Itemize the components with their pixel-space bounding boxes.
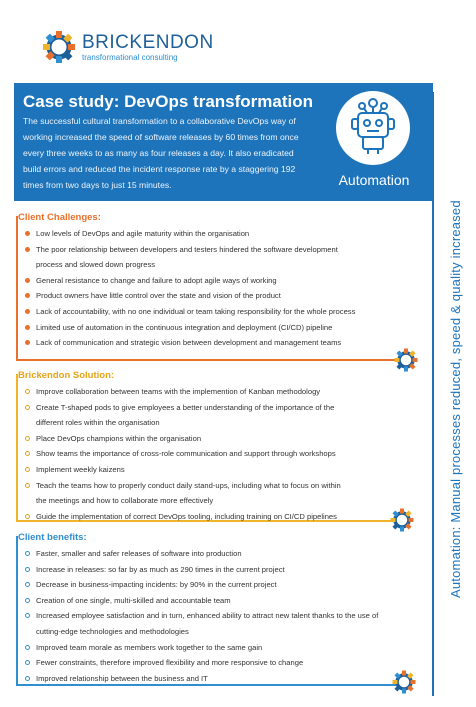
logo-name: BRICKENDON (82, 31, 214, 53)
list-item: Creation of one single, multi-skilled and accountable team (16, 593, 416, 609)
list-item: Lack of accountability, with no one individual or team taking responsibility for the whole process (16, 304, 416, 320)
list-item: Guide the implementation of correct DevOps tooling, including training on CI/CD pipelines (16, 509, 416, 525)
list-item-continued: different roles within the organisation (36, 418, 160, 428)
list-item: Limited use of automation in the continuous integration and deployment (CI/CD) pipeline (16, 320, 416, 336)
gear-icon (392, 670, 416, 694)
bullet-icon (25, 436, 30, 441)
bullet-icon (25, 278, 30, 283)
bullet-icon (25, 645, 30, 650)
list-item: Teach the teams how to properly conduct daily stand-ups, including what to focus on within (16, 478, 416, 494)
side-divider (432, 92, 434, 696)
gear-icon (390, 508, 414, 532)
brickendon-logo (42, 30, 214, 64)
banner-summary (23, 113, 328, 193)
summary-line: every three weeks to as many as four releases a day. It also eradicated (23, 148, 294, 158)
bullet-icon (25, 231, 30, 236)
solution-list (16, 384, 416, 524)
automation-caption: Automation (338, 172, 410, 188)
bullet-icon (25, 451, 30, 456)
robot-icon (336, 91, 410, 165)
list-item: General resistance to change and failure to adopt agile ways of working (16, 273, 416, 289)
section-title: Client Challenges: (18, 212, 101, 223)
bullet-icon (25, 514, 30, 519)
list-item: Increased employee satisfaction and in turn, enhanced ability to attract new talent thanks to the use of (16, 608, 416, 624)
bullet-icon (25, 293, 30, 298)
bullet-icon (25, 467, 30, 472)
list-item: Improved team morale as members work together to the same gain (16, 640, 416, 656)
list-item-continued: cutting-edge technologies and methodologies (36, 626, 189, 636)
section-title: Client benefits: (18, 532, 87, 543)
list-item: Show teams the importance of cross-role communication and support through workshops (16, 446, 416, 462)
bullet-icon (25, 325, 30, 330)
bullet-icon (25, 551, 30, 556)
summary-line: working increased the speed of software releases by 60 times from once (23, 132, 299, 142)
bullet-icon (25, 483, 30, 488)
bullet-icon (25, 567, 30, 572)
challenges-list (16, 226, 416, 351)
bullet-icon (25, 598, 30, 603)
list-item-continued: process and slowed down progress (36, 260, 156, 270)
list-item: Decrease in business-impacting incidents: by 90% in the current project (16, 577, 416, 593)
bullet-icon (25, 247, 30, 252)
gear-icon (394, 348, 418, 372)
list-item: Create T-shaped pods to give employees a better understanding of the importance of the (16, 400, 416, 416)
bullet-icon (25, 660, 30, 665)
list-item: Improve collaboration between teams with the implemention of Kanban methodology (16, 384, 416, 400)
case-study-banner (14, 83, 433, 201)
section-border-bottom (16, 359, 396, 361)
list-item-continued: the meetings and how to collaborate more effectively (36, 496, 214, 506)
list-item: Place DevOps champions within the organisation (16, 431, 416, 447)
side-tagline: Automation: Manual processes reduced, speed & quality increased (448, 200, 463, 598)
benefits-list (16, 546, 416, 686)
list-item: Product owners have little control over the state and vision of the product (16, 288, 416, 304)
challenges-section (16, 212, 416, 362)
list-item: Low levels of DevOps and agile maturity within the organisation (16, 226, 416, 242)
list-item: The poor relationship between developers and testers hindered the software development (16, 242, 416, 258)
summary-line: build errors and reduced the incident response rate by a staggering 192 (23, 164, 296, 174)
summary-line: times from two days to just 15 minutes. (23, 180, 172, 190)
list-item: Fewer constraints, therefore improved flexibility and more responsive to change (16, 655, 416, 671)
benefits-section (16, 532, 416, 687)
list-item: Improved relationship between the business and IT (16, 671, 416, 687)
list-item: Implement weekly kaizens (16, 462, 416, 478)
brickendon-gear-logo-icon (42, 30, 76, 64)
bullet-icon (25, 389, 30, 394)
bullet-icon (25, 676, 30, 681)
list-item: Increase in releases: so far by as much as 290 times in the current project (16, 562, 416, 578)
solution-section (16, 370, 416, 522)
bullet-icon (25, 340, 30, 345)
summary-line: The successful cultural transformation to a collaborative DevOps way of (23, 116, 296, 126)
robot-icon-badge (336, 91, 410, 165)
bullet-icon (25, 582, 30, 587)
bullet-icon (25, 405, 30, 410)
logo-tagline: transformational consulting (82, 52, 178, 62)
list-item: Faster, smaller and safer releases of software into production (16, 546, 416, 562)
page-title: Case study: DevOps transformation (23, 92, 314, 111)
bullet-icon (25, 309, 30, 314)
section-title: Brickendon Solution: (18, 370, 115, 381)
bullet-icon (25, 613, 30, 618)
list-item: Lack of communication and strategic vision between development and management teams (16, 335, 416, 351)
